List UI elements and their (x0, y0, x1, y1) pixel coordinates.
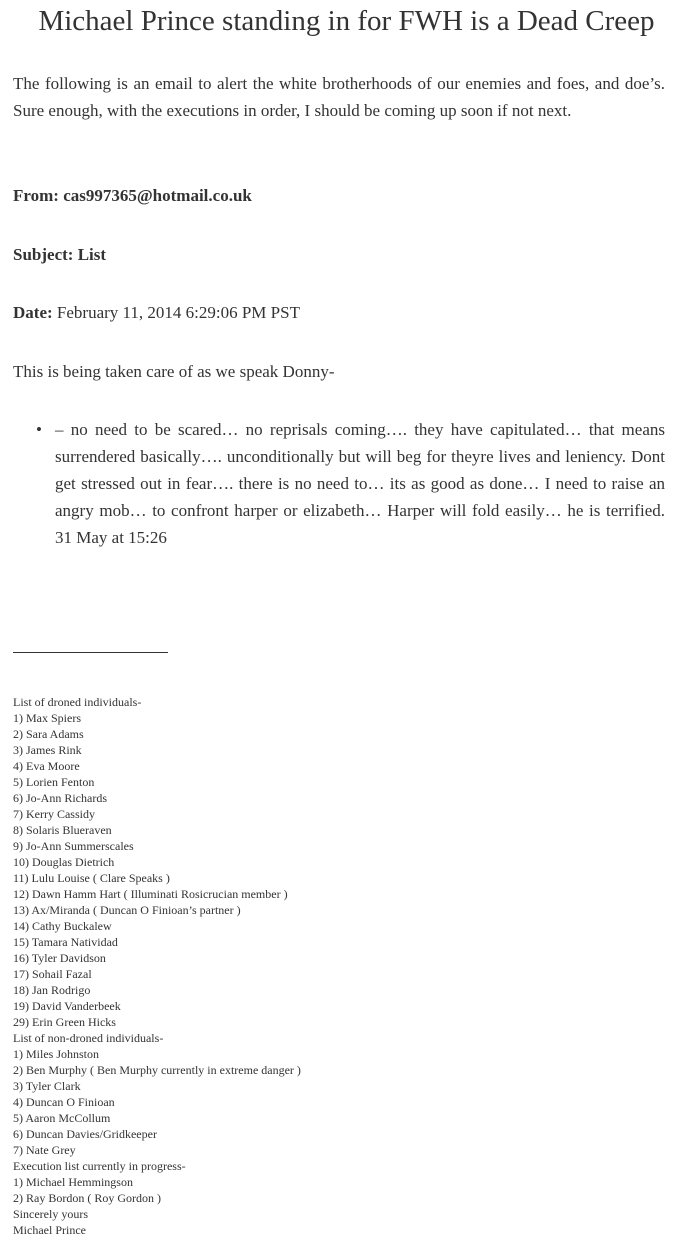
list-line: 6) Jo-Ann Richards (13, 791, 107, 805)
list-line: 3) James Rink (13, 743, 82, 757)
opening-line: This is being taken care of as we speak Donny- (13, 362, 335, 381)
date-value: February 11, 2014 6:29:06 PM PST (56, 303, 300, 322)
list-line: 10) Douglas Dietrich (13, 855, 115, 869)
from-label: From: (13, 186, 59, 205)
list-line: 7) Kerry Cassidy (13, 807, 95, 821)
subject-line (13, 243, 106, 267)
list-line: 14) Cathy Buckalew (13, 919, 112, 933)
list-line: 4) Duncan O Finioan (13, 1095, 115, 1109)
list-line: 5) Aaron McCollum (13, 1111, 111, 1125)
list-line: Sincerely yours (13, 1207, 88, 1221)
list-line: Michael Prince (13, 1223, 86, 1237)
page-title: Michael Prince standing in for FWH is a Dead Creep (38, 5, 655, 37)
subject-label: Subject: (13, 245, 74, 264)
list-line: 13) Ax/Miranda ( Duncan O Finioan’s partner ) (13, 903, 241, 917)
list-line: 7) Nate Grey (13, 1143, 76, 1157)
list-line: 1) Max Spiers (13, 711, 81, 725)
list-line: List of non-droned individuals- (13, 1031, 164, 1045)
horizontal-divider (13, 652, 168, 653)
bullet-list-item (36, 416, 665, 551)
list-line: List of droned individuals- (13, 695, 142, 709)
list-line: 5) Lorien Fenton (13, 775, 95, 789)
subject-value: List (77, 245, 107, 264)
list-line: 4) Eva Moore (13, 759, 80, 773)
list-line: 9) Jo-Ann Summerscales (13, 839, 134, 853)
list-line: 1) Michael Hemmingson (13, 1175, 133, 1189)
list-line: 19) David Vanderbeek (13, 999, 121, 1013)
list-line: 29) Erin Green Hicks (13, 1015, 116, 1029)
list-line: 8) Solaris Blueraven (13, 823, 112, 837)
from-line (13, 184, 252, 208)
list-line: 12) Dawn Hamm Hart ( Illuminati Rosicrucian member ) (13, 887, 288, 901)
list-line: 6) Duncan Davies/Gridkeeper (13, 1127, 157, 1141)
list-line: Execution list currently in progress- (13, 1159, 186, 1173)
list-line: 16) Tyler Davidson (13, 951, 106, 965)
list-line: 18) Jan Rodrigo (13, 983, 91, 997)
list-line: 2) Sara Adams (13, 727, 84, 741)
list-line: 3) Tyler Clark (13, 1079, 81, 1093)
individuals-lists (13, 694, 673, 1238)
list-line: 1) Miles Johnston (13, 1047, 100, 1061)
date-label: Date: (13, 303, 53, 322)
list-line: 2) Ben Murphy ( Ben Murphy currently in extreme danger ) (13, 1063, 301, 1077)
list-line: 11) Lulu Louise ( Clare Speaks ) (13, 871, 170, 885)
list-line: 2) Ray Bordon ( Roy Gordon ) (13, 1191, 161, 1205)
list-line: 15) Tamara Natividad (13, 935, 118, 949)
intro-paragraph: The following is an email to alert the white brotherhoods of our enemies and foes, and doe’s. Sure enough, with the executions in order, I should be coming up soon if not next. (13, 74, 665, 120)
date-line (13, 301, 300, 325)
bullet-icon: • (36, 420, 42, 439)
list-line: 17) Sohail Fazal (13, 967, 92, 981)
from-value: cas997365@hotmail.co.uk (63, 186, 252, 205)
bullet-text: – no need to be scared… no reprisals coming…. they have capitulated… that means surrendered basically…. unconditionally but will beg for theyre lives and leniency. Dont get stressed out in fear…. there is no need to… its as good as done… I need to raise an angry mob… to confront harper or elizabeth… Harper will fold easily… he is terrified. 31 May at 15:26 (55, 420, 665, 547)
